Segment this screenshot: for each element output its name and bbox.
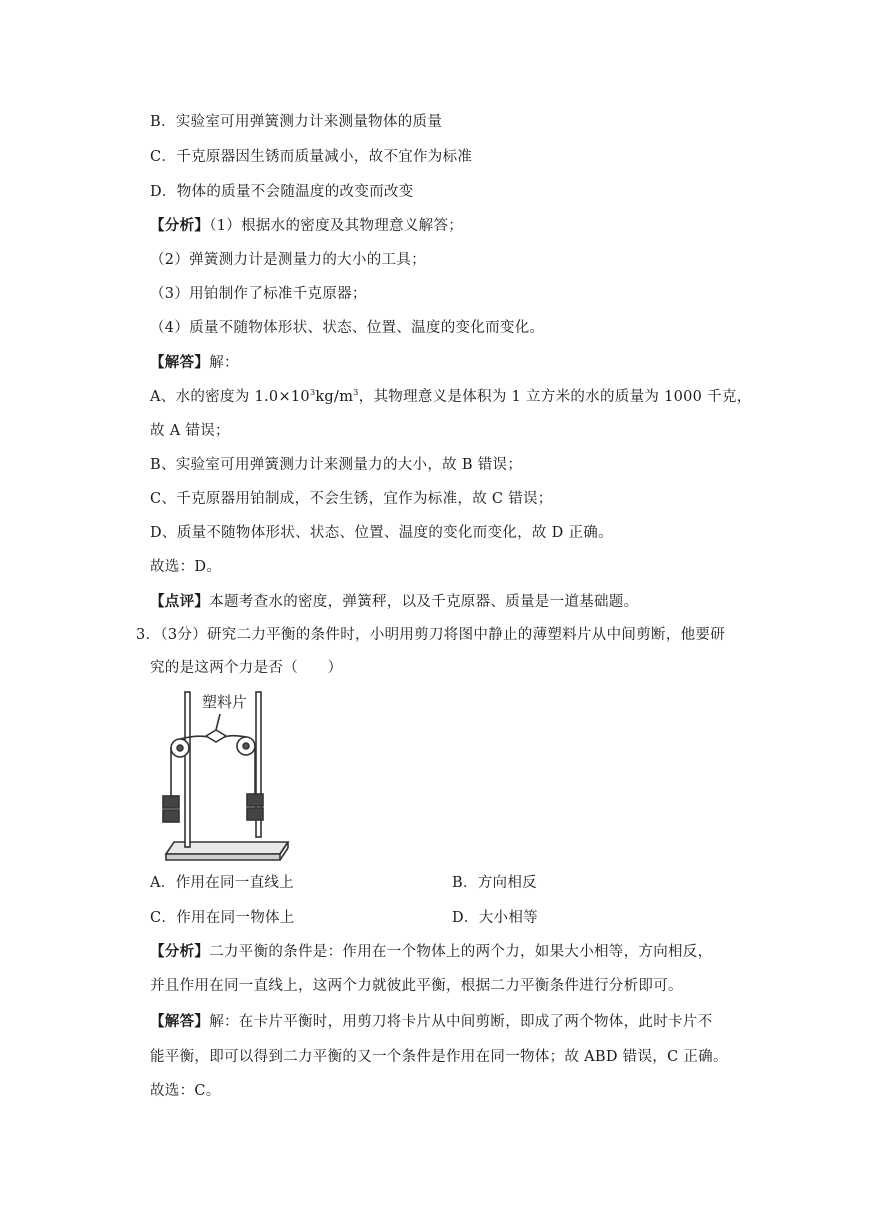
- q3-answer-line-2: 能平衡，即可以得到二力平衡的又一个条件是作用在同一物体；故 ABD 错误，C 正确。: [150, 1049, 728, 1065]
- prev-option-b: B．实验室可用弹簧测力计来测量物体的质量: [150, 114, 443, 130]
- q2-comment-text: 本题考查水的密度，弹簧秤，以及千克原器、质量是一道基础题。: [209, 594, 639, 610]
- q3-answer-tag: 【解答】: [150, 1013, 210, 1030]
- q2-answer-intro: 解：: [209, 355, 239, 371]
- q2-a-pre: A、水的密度为 1.0×10: [150, 389, 310, 405]
- q3-answer-line-1: [150, 1012, 712, 1032]
- q2-a-sup1: 3: [309, 388, 316, 398]
- q3-option-c: C．作用在同一物体上: [150, 910, 295, 926]
- figure-label-plastic-sheet: 塑料片: [202, 693, 248, 711]
- q3-stem-line-2: 究的是这两个力是否（ ）: [150, 660, 343, 676]
- q3-analysis-line-2: 并且作用在同一直线上，这两个力就彼此平衡，根据二力平衡条件进行分析即可。: [150, 978, 683, 994]
- q3-option-d: D．大小相等: [452, 910, 538, 926]
- q3-option-a: A．作用在同一直线上: [150, 875, 294, 891]
- q2-answer-b-line: B、实验室可用弹簧测力计来测量力的大小，故 B 错误；: [150, 457, 523, 473]
- q2-analysis-line-3: （3）用铂制作了标准千克原器；: [150, 286, 367, 302]
- q2-analysis-line-2: （2）弹簧测力计是测量力的大小的工具；: [150, 252, 426, 268]
- q2-a-sup2: 3: [353, 388, 359, 398]
- q2-a-post: ，其物理意义是体积为 1 立方米的水的质量为 1000 千克，: [358, 389, 752, 405]
- q2-comment-tag: 【点评】: [150, 593, 210, 610]
- q3-analysis-text-1: 二力平衡的条件是：作用在一个物体上的两个力，如果大小相等，方向相反，: [209, 944, 713, 960]
- q2-analysis-tag: 【分析】: [150, 217, 210, 234]
- prev-option-c: C．千克原器因生锈而质量减小，故不宜作为标准: [150, 149, 473, 165]
- q2-answer-a-cont: 故 A 错误；: [150, 423, 230, 439]
- q3-analysis-line-1: [150, 942, 712, 962]
- q2-answer-heading: [150, 353, 239, 373]
- q2-comment: [150, 592, 638, 612]
- q3-answer-text-1: 解：在卡片平衡时，用剪刀将卡片从中间剪断，即成了两个物体，此时卡片不: [209, 1014, 713, 1030]
- q3-choice: 故选：C。: [150, 1083, 221, 1099]
- q2-answer-tag: 【解答】: [150, 354, 210, 371]
- balance-apparatus-figure: [160, 684, 295, 864]
- q3-option-b: B．方向相反: [452, 875, 537, 891]
- q3-stem-line-1: 3．（3分）研究二力平衡的条件时，小明用剪刀将图中静止的薄塑料片从中间剪断，他要研: [136, 627, 725, 643]
- q2-answer-c-line: C、千克原器用铂制成，不会生锈，宜作为标准，故 C 错误；: [150, 491, 553, 507]
- q3-analysis-tag: 【分析】: [150, 943, 210, 960]
- prev-option-d: D．物体的质量不会随温度的改变而改变: [150, 184, 414, 200]
- q2-a-mid: kg/m: [315, 389, 354, 405]
- q2-choice: 故选：D。: [150, 559, 222, 575]
- q2-analysis-text-1: （1）根据水的密度及其物理意义解答；: [209, 218, 464, 234]
- q2-answer-d-line: D、质量不随物体形状、状态、位置、温度的变化而变化，故 D 正确。: [150, 525, 613, 541]
- q2-analysis-line-4: （4）质量不随物体形状、状态、位置、温度的变化而变化。: [150, 320, 545, 336]
- q2-analysis-line-1: [150, 216, 463, 236]
- q2-answer-a-line: [150, 387, 752, 407]
